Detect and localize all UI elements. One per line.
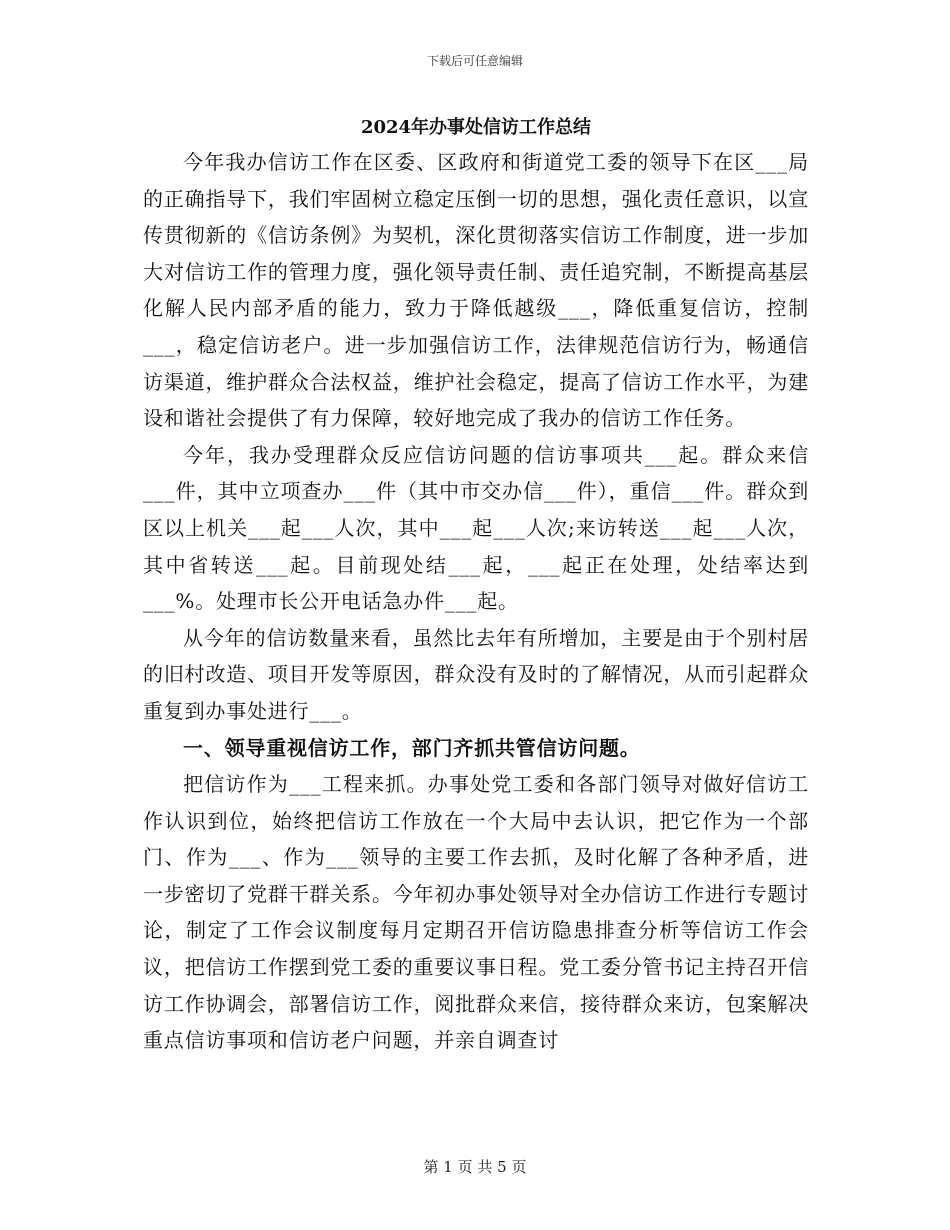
paragraph-analysis: 从今年的信访数量来看，虽然比去年有所增加，主要是由于个别村居的旧村改造、项目开发等原因，群众没有及时的了解情况，从而引起群众重复到办事处进行___。	[143, 625, 809, 723]
section-heading: 一、领导重视信访工作，部门齐抓共管信访问题。	[183, 735, 641, 760]
page-header-note: 下载后可任意编辑	[426, 54, 523, 68]
paragraph-intro: 今年我办信访工作在区委、区政府和街道党工委的领导下在区___局的正确指导下，我们牢固树立稳定压倒一切的思想，强化责任意识，以宣传贯彻新的《信访条例》为契机，深化贯彻落实信访工作制度，进一步加大对信访工作的管理力度，强化领导责任制、责任追究制，不断提高基层化解人民内部矛盾的能力，致力于降低越级___，降低重复信访，控制___，稳定信访老户。进一步加强信访工作，法律规范信访行为，畅通信访渠道，维护群众合法权益，维护社会稳定，提高了信访工作水平，为建设和谐社会提供了有力保障，较好地完成了我办的信访工作任务。	[143, 150, 809, 431]
document-title: 2024年办事处信访工作总结	[360, 117, 592, 138]
page-number-footer: 第 1 页 共 5 页	[423, 1158, 527, 1176]
paragraph-statistics: 今年，我办受理群众反应信访问题的信访事项共___起。群众来信___件，其中立项查办___件（其中市交办信___件），重信___件。群众到区以上机关___起___人次，其中___起___人次;来访转送___起___人次，其中省转送___起。目前现处结___起，___起正在处理，处结率达到___%。处理市长公开电话急办件___起。	[143, 442, 809, 614]
document-body	[143, 112, 809, 1059]
paragraph-section-one: 把信访作为___工程来抓。办事处党工委和各部门领导对做好信访工作认识到位，始终把信访工作放在一个大局中去认识，把它作为一个部门、作为___、作为___领导的主要工作去抓，及时化解了各种矛盾，进一步密切了党群干群关系。今年初办事处领导对全办信访工作进行专题讨论，制定了工作会议制度每月定期召开信访隐患排查分析等信访工作会议，把信访工作摆到党工委的重要议事日程。党工委分管书记主持召开信访工作协调会，部署信访工作，阅批群众来信，接待群众来访，包案解决重点信访事项和信访老户问题，并亲自调查讨	[143, 772, 809, 1053]
